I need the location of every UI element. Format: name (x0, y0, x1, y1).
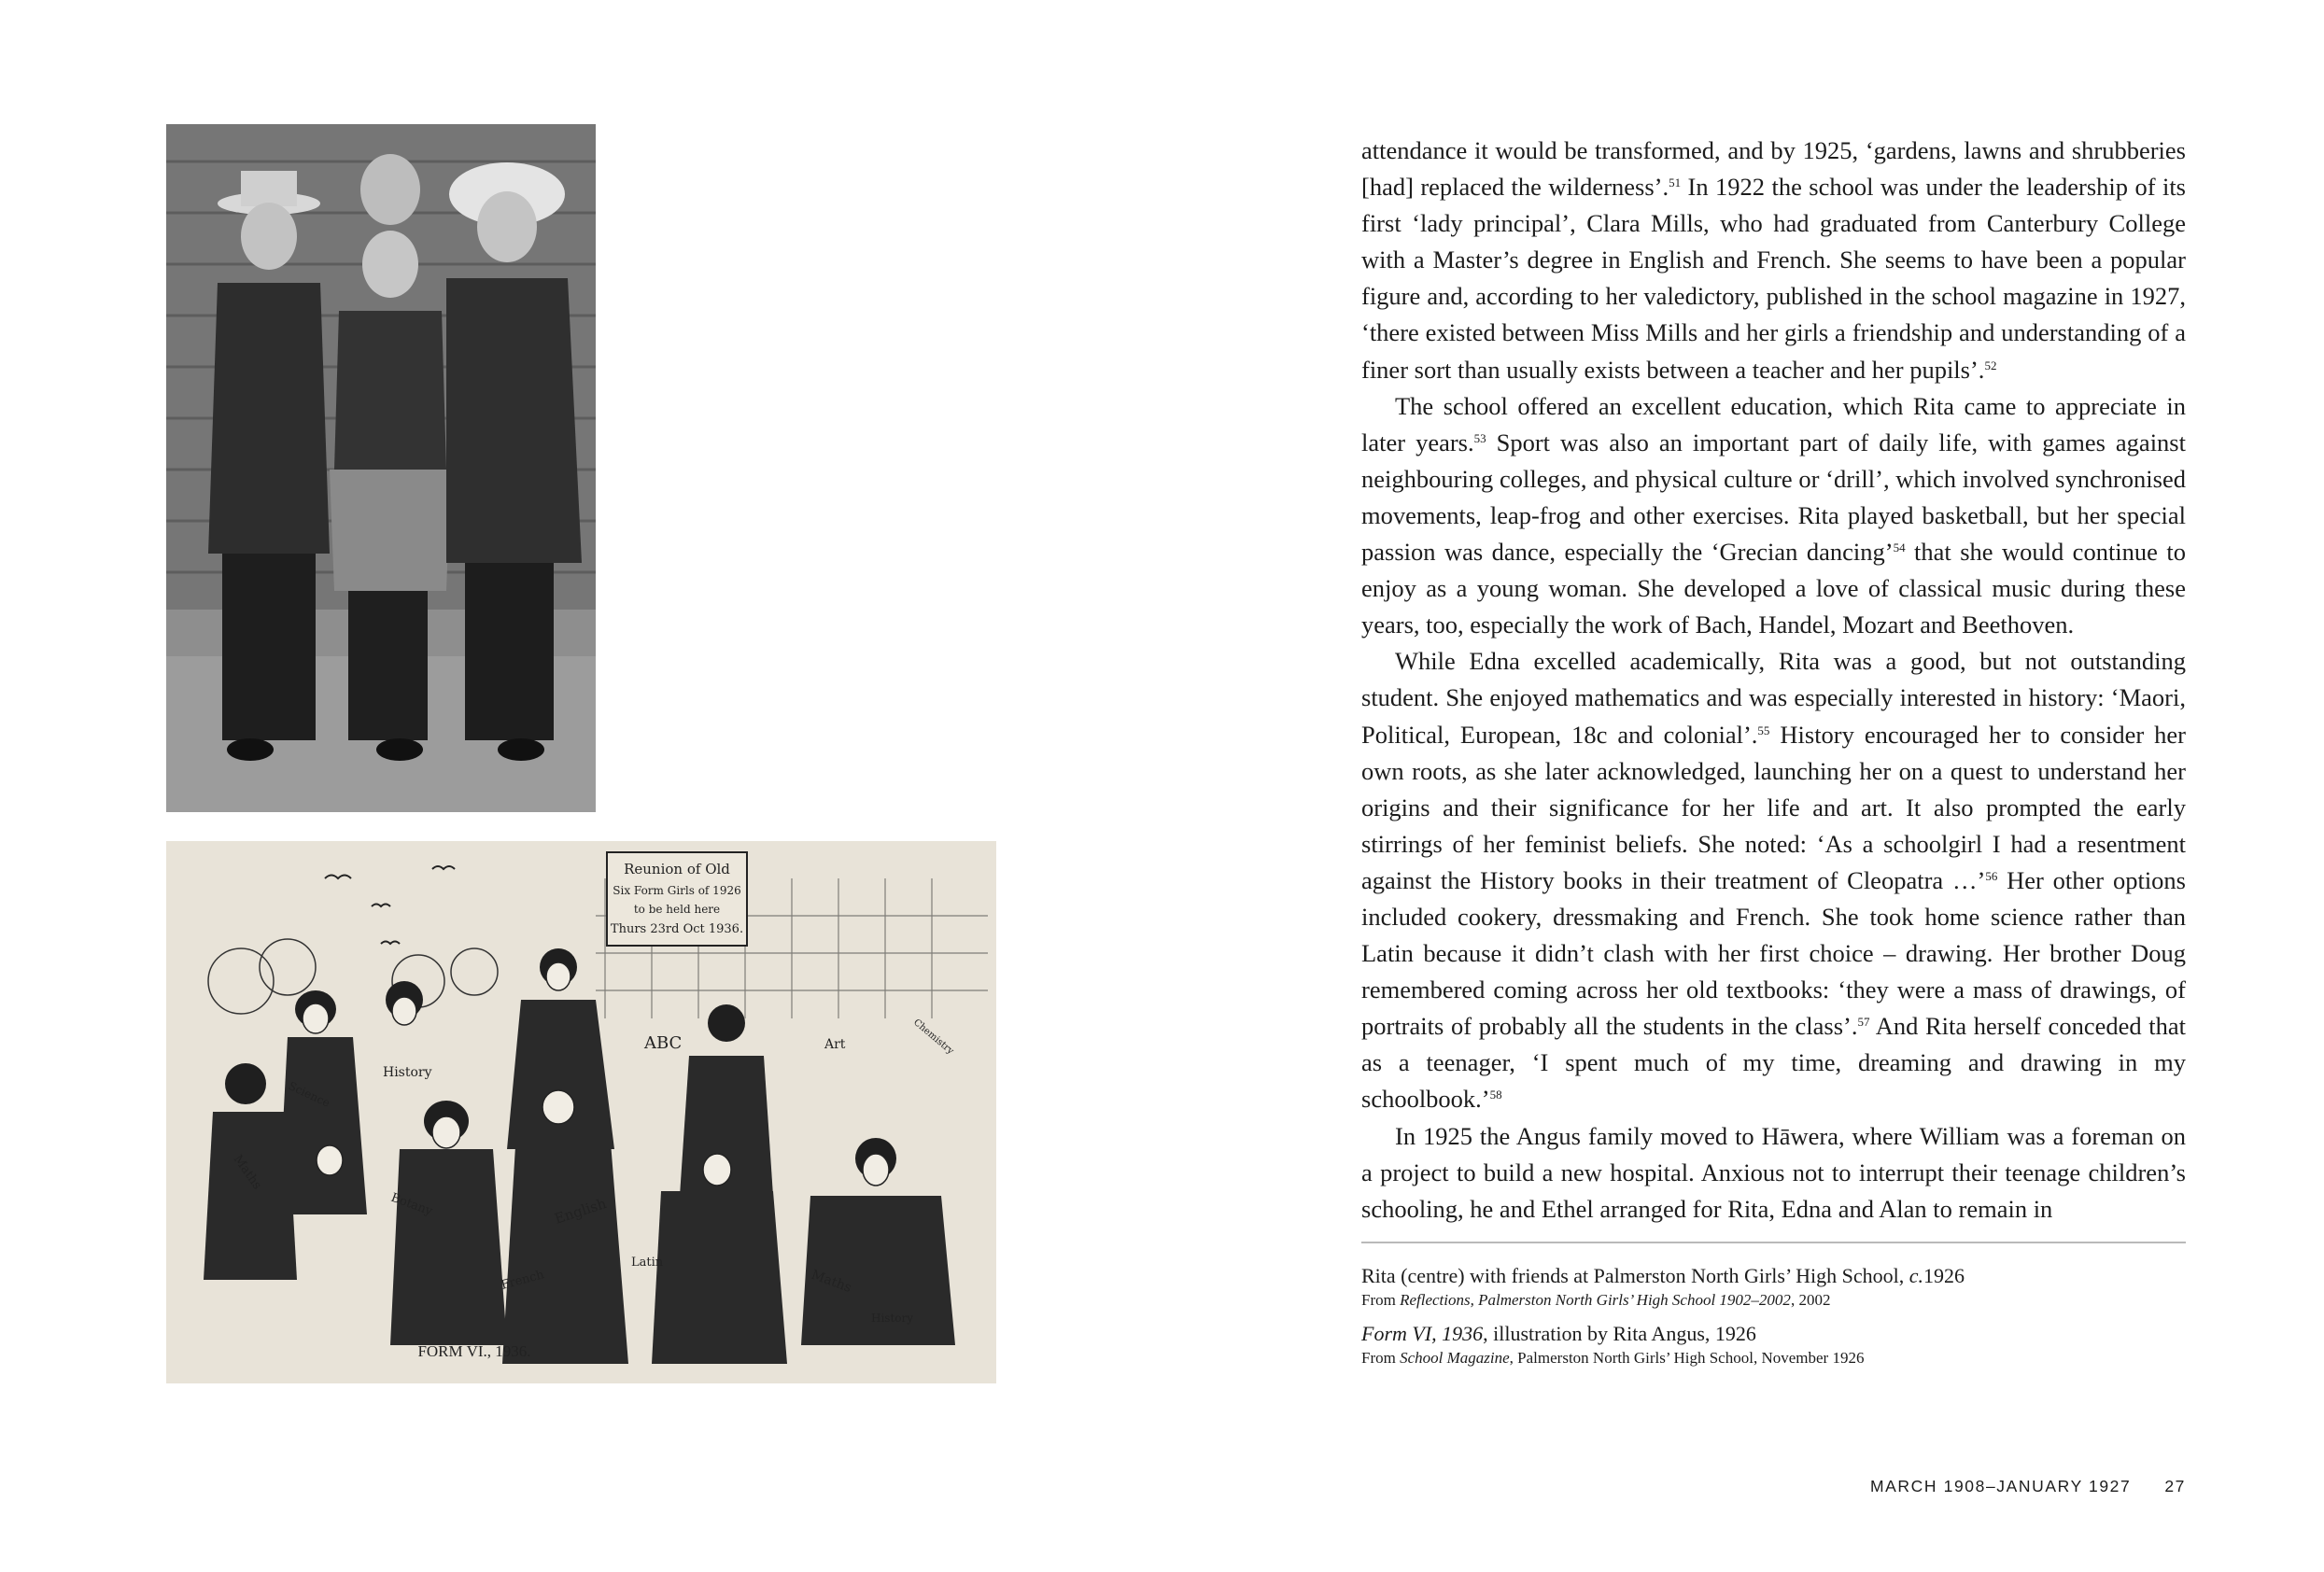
sign-line-2: Six Form Girls of 1926 (613, 884, 741, 897)
sign-line-1: Reunion of Old (624, 861, 730, 877)
footnote-ref: 52 (1984, 358, 1997, 372)
illustration-caption: FORM VI., 1936. (417, 1342, 531, 1360)
book-label-science: Science (286, 1079, 332, 1110)
book-label-french: French (500, 1268, 546, 1293)
running-head: MARCH 1908–JANUARY 1927 (1869, 1477, 2132, 1495)
text-run: Rita (centre) with friends at Palmerston North Girls’ High School, (1361, 1264, 1909, 1287)
book-label-history-2: History (871, 1312, 914, 1325)
book-label-chemistry: Chemistry (911, 1017, 956, 1057)
footnote-ref: 58 (1489, 1088, 1502, 1102)
text-run: While Edna excelled academically, Rita was a good, but not outstanding student. She enjoyed mathematics and was especially interested in history: ‘Maori, Political, European, 18c and colonial’. (1361, 647, 2186, 749)
book-label-botany: Botany (388, 1190, 435, 1219)
body-paragraph (1361, 643, 2186, 1117)
illustration-form-vi (166, 841, 996, 1383)
text-run: And Rita herself conceded that as a teenager, ‘I spent much of my time, dreaming and drawing in my schoolbook.’ (1361, 1012, 2186, 1114)
text-run: attendance it would be transformed, and by 1925, ‘gardens, lawns and shrubberies [had] replaced the wilderness’. (1361, 136, 2186, 202)
footnote-ref: 57 (1857, 1015, 1870, 1030)
caption-title (1361, 1320, 2186, 1348)
body-paragraph (1361, 133, 2186, 388)
footnote-ref: 53 (1473, 430, 1486, 445)
italic-text: School Magazine (1400, 1349, 1510, 1367)
text-run: , Palmerston North Girls’ High School, November 1926 (1509, 1349, 1865, 1367)
caption-source (1361, 1290, 2186, 1311)
text-run: 1926 (1923, 1264, 1965, 1287)
text-run: History encouraged her to consider her own roots, as she later acknowledged, launching her on a quest to understand her origins and their significance for her life and art. It also prompted the early stirrings of her feminist beliefs. She noted: ‘As a schoolgirl I had a resentment against the History books in their treatment of Cleopatra …’ (1361, 720, 2186, 894)
text-run: The school offered an excellent education, which Rita came to appreciate in later years. (1361, 391, 2186, 456)
caption-divider (1361, 1242, 2186, 1243)
sign-line-4: Thurs 23rd Oct 1936. (610, 922, 744, 936)
italic-text: Reflections, Palmerston North Girls’ High School 1902–2002 (1400, 1291, 1791, 1309)
footnote-ref: 51 (1669, 175, 1682, 190)
caption-title (1361, 1262, 2186, 1290)
book-label-english: English (552, 1195, 609, 1228)
footnote-ref: 54 (1893, 540, 1906, 555)
text-run: In 1922 the school was under the leadership of its first ‘lady principal’, Clara Mills, who had graduated from Canterbury College with a Master’s degree in English and French. She seems to have been a popular figure and, according to her valedictory, published in the school magazine in 1927, ‘there existed between Miss Mills and her girls a friendship and understanding of a finer sort than usually exists between a teacher and her pupils’. (1361, 173, 2186, 384)
book-label-abc: ABC (644, 1033, 683, 1053)
text-run: Her other options included cookery, dressmaking and French. She took home science rather than Latin because it didn’t clash with her first choice – drawing. Her brother Doug remembered coming across her old textbooks: ‘they were a mass of drawings, of portraits of probably all the students in the class’. (1361, 865, 2186, 1041)
italic-text: c. (1908, 1264, 1924, 1287)
book-label-maths-2: Maths (809, 1267, 853, 1296)
caption-source (1361, 1348, 2186, 1368)
text-run: that she would continue to enjoy as a young woman. She developed a love of classical music during these years, too, especially the work of Bach, Handel, Mozart and Beethoven. (1361, 538, 2186, 639)
text-run: , illustration by Rita Angus, 1926 (1483, 1322, 1756, 1345)
book-label-history-1: History (383, 1065, 432, 1080)
footnote-ref: 56 (1985, 868, 1998, 883)
text-run: From (1361, 1349, 1401, 1367)
book-label-art: Art (824, 1037, 846, 1052)
body-paragraph (1361, 1118, 2186, 1228)
text-run: From (1361, 1291, 1401, 1309)
photo-schoolgirls (166, 124, 596, 812)
text-run: Sport was also an important part of daily life, with games against neighbouring colleges, and physical culture or ‘drill’, which involved synchronised movements, leap-frog and other exercises. Rita played basketball, but her special passion was dance, especially the ‘Grecian dancing’ (1361, 428, 2186, 567)
page-footer (1870, 1477, 2186, 1496)
footnote-ref: 55 (1757, 723, 1770, 737)
book-label-latin: Latin (631, 1256, 664, 1270)
body-paragraph (1361, 388, 2186, 644)
italic-text: Form VI, 1936 (1361, 1322, 1484, 1345)
book-label-maths-1: Maths (230, 1152, 264, 1193)
captions (1361, 1262, 2186, 1378)
text-run: In 1925 the Angus family moved to Hāwera, where William was a foreman on a project to build a new hospital. Anxious not to interrupt their teenage children’s schooling, he and Ethel arranged for Rita, Edna and Alan to remain in (1361, 1121, 2186, 1223)
page-number: 27 (2164, 1477, 2186, 1495)
sign-line-3: to be held here (633, 903, 721, 916)
body-text (1361, 133, 2186, 1228)
text-run: , 2002 (1790, 1291, 1831, 1309)
